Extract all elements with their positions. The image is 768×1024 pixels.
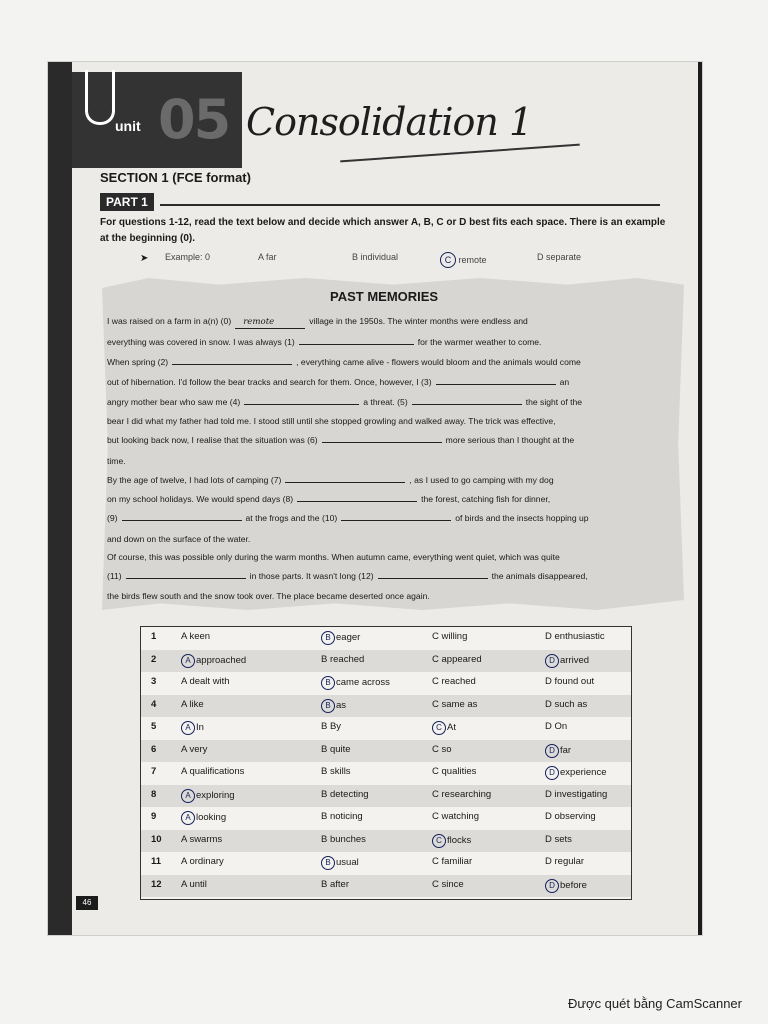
passage-text-segment: time. bbox=[107, 456, 126, 466]
answer-circle: D bbox=[545, 766, 559, 780]
question-number: 8 bbox=[151, 788, 157, 800]
option-b: B reached bbox=[321, 653, 365, 665]
option-b: B came across bbox=[321, 676, 390, 690]
answer-circle: C bbox=[440, 252, 456, 268]
part-divider bbox=[160, 204, 660, 206]
passage-text-segment: bear I did what my father had told me. I stood still until she stopped growling and walked away. The trick was effective, bbox=[107, 416, 556, 426]
page-spine-bar bbox=[48, 62, 72, 935]
option-c: C same as bbox=[432, 698, 478, 710]
option-d: D experience bbox=[545, 766, 606, 780]
passage-text-segment: everything was covered in snow. I was always (1) bbox=[107, 337, 295, 347]
option-row bbox=[141, 650, 631, 672]
passage-text-segment: Of course, this was possible only during the warm months. When autumn came, everything went quiet, which was quite bbox=[107, 552, 560, 562]
passage-line bbox=[107, 455, 667, 467]
answer-circle: B bbox=[321, 631, 335, 645]
option-d: D enthusiastic bbox=[545, 631, 605, 642]
answer-circle: A bbox=[181, 811, 195, 825]
passage-line bbox=[107, 570, 667, 582]
passage-line bbox=[107, 533, 667, 545]
options-table bbox=[140, 626, 632, 900]
gap-blank bbox=[172, 356, 292, 365]
question-number: 9 bbox=[151, 811, 157, 822]
option-a: A like bbox=[181, 698, 204, 710]
option-c: C researching bbox=[432, 788, 492, 800]
example-option-c: C remote bbox=[440, 252, 487, 268]
gap-blank bbox=[126, 570, 246, 579]
passage-text-segment: out of hibernation. I'd follow the bear tracks and search for them. Once, however, I (3) bbox=[107, 377, 432, 387]
example-arrow-icon: ➤ bbox=[140, 253, 149, 264]
option-c: C since bbox=[432, 878, 464, 890]
option-row bbox=[141, 875, 631, 897]
gap-blank bbox=[122, 512, 242, 521]
answer-circle: B bbox=[321, 856, 335, 870]
option-a: A dealt with bbox=[181, 676, 230, 687]
answer-circle: C bbox=[432, 834, 446, 848]
passage-line bbox=[107, 590, 667, 602]
passage-text-segment: When spring (2) bbox=[107, 357, 169, 367]
option-b: B skills bbox=[321, 766, 351, 777]
passage-text-segment: but looking back now, I realise that the situation was (6) bbox=[107, 435, 318, 445]
passage-text-segment: of birds and the insects hopping up bbox=[455, 513, 589, 523]
option-a: A very bbox=[181, 743, 208, 755]
passage-text-segment: the birds flew south and the snow took over. The place became deserted once again. bbox=[107, 591, 430, 601]
example-option-a: A far bbox=[258, 252, 277, 262]
option-b: B usual bbox=[321, 856, 359, 870]
answer-circle: D bbox=[545, 654, 559, 668]
option-row bbox=[141, 695, 631, 717]
passage-text-segment: I was raised on a farm in a(n) (0) bbox=[107, 316, 232, 326]
option-row bbox=[141, 785, 631, 807]
option-row bbox=[141, 852, 631, 874]
option-d: D investigating bbox=[545, 788, 608, 800]
option-c: C familiar bbox=[432, 856, 473, 867]
gap-blank bbox=[285, 474, 405, 483]
passage-text-segment: more serious than I thought at the bbox=[445, 435, 575, 445]
passage-line bbox=[107, 512, 667, 524]
option-d: D far bbox=[545, 744, 571, 758]
option-c: C At bbox=[432, 721, 456, 735]
gap-blank bbox=[299, 336, 414, 345]
example-label: Example: 0 bbox=[165, 252, 211, 262]
option-row bbox=[141, 740, 631, 762]
passage-text-segment: in those parts. It wasn't long (12) bbox=[249, 571, 374, 581]
gap-blank bbox=[341, 512, 451, 521]
example-option-b: B individual bbox=[352, 252, 399, 262]
passage-text-segment: at the frogs and the (10) bbox=[245, 513, 338, 523]
part-badge: PART 1 bbox=[100, 193, 154, 211]
option-d: D sets bbox=[545, 833, 572, 845]
unit-number: 05 bbox=[158, 88, 230, 151]
option-b: B detecting bbox=[321, 788, 369, 800]
option-a: A In bbox=[181, 721, 204, 735]
question-number: 11 bbox=[151, 856, 162, 867]
option-a: A swarms bbox=[181, 833, 223, 845]
answer-circle: A bbox=[181, 654, 195, 668]
passage-line bbox=[107, 376, 667, 388]
option-c: C appeared bbox=[432, 653, 482, 665]
gap-blank bbox=[297, 493, 417, 502]
passage-line bbox=[107, 356, 667, 368]
passage-text-segment: (9) bbox=[107, 513, 118, 523]
page-number: 46 bbox=[76, 896, 98, 910]
option-row bbox=[141, 627, 631, 649]
passage-text-segment: , as I used to go camping with my dog bbox=[409, 475, 554, 485]
option-d: D On bbox=[545, 721, 568, 732]
question-number: 7 bbox=[151, 766, 157, 777]
option-c: C flocks bbox=[432, 834, 471, 848]
option-a: A keen bbox=[181, 631, 211, 642]
example-answer: remote bbox=[243, 317, 275, 327]
passage-text-segment: on my school holidays. We would spend days (8) bbox=[107, 494, 294, 504]
passage-text-segment: angry mother bear who saw me (4) bbox=[107, 397, 241, 407]
passage-text-segment: , everything came alive - flowers would bloom and the animals would come bbox=[296, 357, 581, 367]
option-d: D observing bbox=[545, 811, 596, 822]
passage-text-segment: By the age of twelve, I had lots of camping (7) bbox=[107, 475, 282, 485]
option-b: B after bbox=[321, 878, 349, 890]
question-number: 5 bbox=[151, 721, 157, 732]
passage-text-segment: an bbox=[559, 377, 570, 387]
passage-text-segment: for the warmer weather to come. bbox=[417, 337, 542, 347]
gap-blank bbox=[436, 376, 556, 385]
option-c: C willing bbox=[432, 631, 468, 642]
option-row bbox=[141, 762, 631, 784]
answer-circle: A bbox=[181, 721, 195, 735]
option-row bbox=[141, 830, 631, 852]
gap-blank bbox=[322, 434, 442, 443]
question-number: 1 bbox=[151, 631, 157, 642]
section-heading: SECTION 1 (FCE format) bbox=[100, 170, 251, 185]
passage-line bbox=[107, 315, 667, 329]
option-a: A looking bbox=[181, 811, 226, 825]
question-number: 3 bbox=[151, 676, 157, 687]
option-b: B eager bbox=[321, 631, 360, 645]
passage-text-segment: the sight of the bbox=[525, 397, 583, 407]
passage-line bbox=[107, 493, 667, 505]
gap-blank bbox=[378, 570, 488, 579]
option-row bbox=[141, 717, 631, 739]
passage-text-segment: and down on the surface of the water. bbox=[107, 534, 251, 544]
option-b: B By bbox=[321, 721, 342, 732]
question-number: 4 bbox=[151, 698, 157, 710]
answer-circle: B bbox=[321, 699, 335, 713]
passage-text-segment: the forest, catching fish for dinner, bbox=[421, 494, 551, 504]
unit-word: unit bbox=[115, 118, 141, 134]
question-number: 2 bbox=[151, 653, 157, 665]
passage-text-segment: a threat. (5) bbox=[363, 397, 408, 407]
passage-line bbox=[107, 396, 667, 408]
option-b: B noticing bbox=[321, 811, 363, 822]
passage-line bbox=[107, 415, 667, 427]
gap-blank bbox=[412, 396, 522, 405]
option-d: D regular bbox=[545, 856, 585, 867]
option-a: A qualifications bbox=[181, 766, 245, 777]
passage-line bbox=[107, 336, 667, 348]
passage-text-segment: (11) bbox=[107, 571, 122, 581]
option-c: C watching bbox=[432, 811, 479, 822]
option-c: C qualities bbox=[432, 766, 477, 777]
question-number: 6 bbox=[151, 743, 157, 755]
option-b: B as bbox=[321, 699, 346, 713]
question-number: 10 bbox=[151, 833, 162, 845]
gap-blank bbox=[244, 396, 359, 405]
answer-circle: D bbox=[545, 879, 559, 893]
passage-text-segment: village in the 1950s. The winter months were endless and bbox=[309, 316, 528, 326]
passage-text-segment: the animals disappeared, bbox=[491, 571, 588, 581]
answer-circle: D bbox=[545, 744, 559, 758]
option-c: C reached bbox=[432, 676, 476, 687]
gap-blank bbox=[235, 315, 305, 329]
question-number: 12 bbox=[151, 878, 162, 890]
passage-line bbox=[107, 434, 667, 446]
option-row bbox=[141, 672, 631, 694]
option-a: A ordinary bbox=[181, 856, 224, 867]
option-row bbox=[141, 807, 631, 829]
option-d: D found out bbox=[545, 676, 595, 687]
option-b: B bunches bbox=[321, 833, 366, 845]
passage-title: PAST MEMORIES bbox=[330, 289, 439, 304]
option-d: D such as bbox=[545, 698, 588, 710]
option-c: C so bbox=[432, 743, 452, 755]
page-title: Consolidation 1 bbox=[246, 100, 533, 144]
scanner-watermark: Được quét bằng CamScanner bbox=[567, 996, 742, 1011]
option-d: D arrived bbox=[545, 654, 589, 668]
example-option-d: D separate bbox=[537, 252, 582, 262]
instructions: For questions 1-12, read the text below and decide which answer A, B, C or D best fits each space. There is an example at the beginning (0). bbox=[100, 217, 666, 244]
option-a: A approached bbox=[181, 654, 246, 668]
option-b: B quite bbox=[321, 743, 351, 755]
passage-line bbox=[107, 551, 667, 563]
passage-line bbox=[107, 474, 667, 486]
answer-circle: A bbox=[181, 789, 195, 803]
option-a: A until bbox=[181, 878, 207, 890]
option-a: A exploring bbox=[181, 789, 235, 803]
option-d: D before bbox=[545, 879, 587, 893]
answer-circle: B bbox=[321, 676, 335, 690]
unit-u-icon bbox=[85, 70, 115, 125]
answer-circle: C bbox=[432, 721, 446, 735]
